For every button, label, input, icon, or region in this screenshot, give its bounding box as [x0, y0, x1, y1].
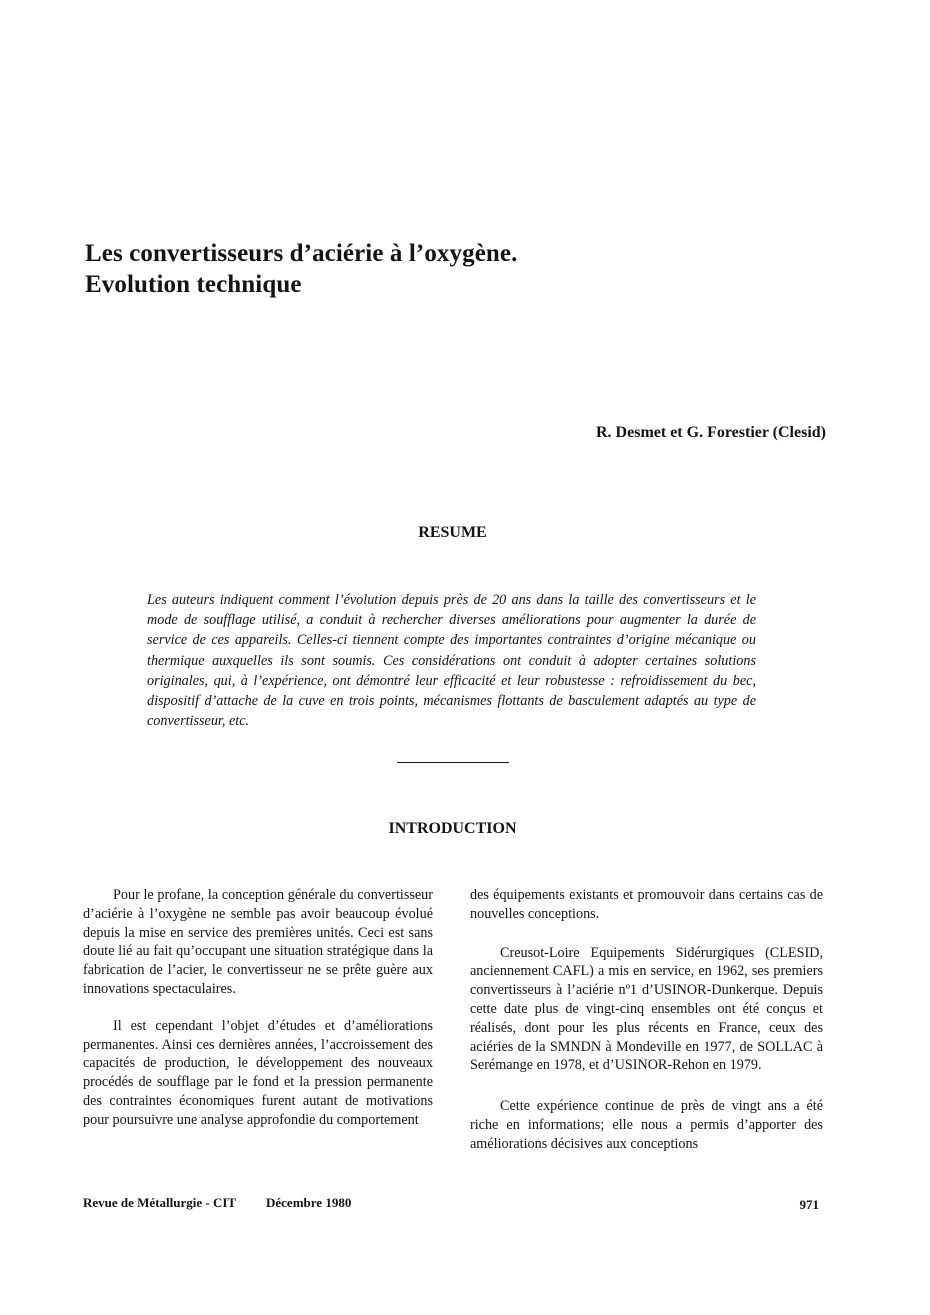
- right-column: [470, 886, 823, 1176]
- right-paragraph-1: Creusot-Loire Equipements Sidérurgiques (CLESID, anciennement CAFL) a mis en service, en 1962, ses premiers convertisseurs à l’aciérie nº1 d’USINOR-Dunkerque. Depuis cette date plus de vingt-cinq ensembles ont été conçus et réalisés, dont pour les plus récents en France, ceux des aciéries de la SMNDN à Mondeville en 1977, de SOLLAC à Serémange en 1978, et d’USINOR-Rehon en 1979.: [470, 944, 823, 1074]
- authors: R. Desmet et G. Forestier (Clesid): [596, 424, 826, 441]
- article-title-line-1: Les convertisseurs d’aciérie à l’oxygène.: [85, 240, 518, 267]
- resume-heading: RESUME: [418, 524, 487, 541]
- resume-abstract: Les auteurs indiquent comment l’évolution depuis près de 20 ans dans la taille des convertisseurs et le mode de soufflage utilisé, a conduit à rechercher diverses améliorations pour augmenter la durée de service de ces appareils. Celles-ci tiennent compte des importantes contraintes d’origine mécanique ou thermique auxquelles ils sont soumis. Ces considérations ont conduit à adopter certaines solutions originales, qui, à l’expérience, ont démontré leur efficacité et leur robustesse : refroidissement du bec, dispositif d’attache de la cuve en trois points, mécanismes flottants de basculement adaptés au type de convertisseur, etc.: [147, 592, 756, 730]
- section-divider: [397, 762, 509, 763]
- left-paragraph-2: Il est cependant l’objet d’études et d’améliorations permanentes. Ainsi ces dernières années, l’accroissement des capacités de production, le développement des nouveaux procédés de soufflage par le fond et la pression permanente des contraintes économiques furent autant de motivations pour poursuivre une analyse approfondie du comportement: [83, 1017, 433, 1128]
- article-title-line-2: Evolution technique: [85, 271, 302, 298]
- page-number: 971: [799, 1197, 819, 1212]
- right-paragraph-continued: des équipements existants et promouvoir dans certains cas de nouvelles conceptions.: [470, 887, 823, 922]
- left-paragraph-1: Pour le profane, la conception générale du convertisseur d’aciérie à l’oxygène ne semble pas avoir beaucoup évolué depuis la mise en service des premières unités. Ceci est sans doute lié au fait qu’occupant une situation stratégique dans la fabrication de l’acier, le convertisseur ne se prête guère aux innovations spectaculaires.: [83, 887, 433, 997]
- right-paragraph-2: Cette expérience continue de près de vingt ans a été riche en informations; elle nous a permis d’apporter des améliorations décisives aux conceptions: [470, 1098, 823, 1152]
- article-title: [85, 238, 517, 300]
- issue-date: Décembre 1980: [266, 1195, 352, 1210]
- journal-name: Revue de Métallurgie - CIT: [83, 1195, 237, 1210]
- introduction-heading: INTRODUCTION: [388, 820, 517, 837]
- left-column: [83, 886, 433, 1148]
